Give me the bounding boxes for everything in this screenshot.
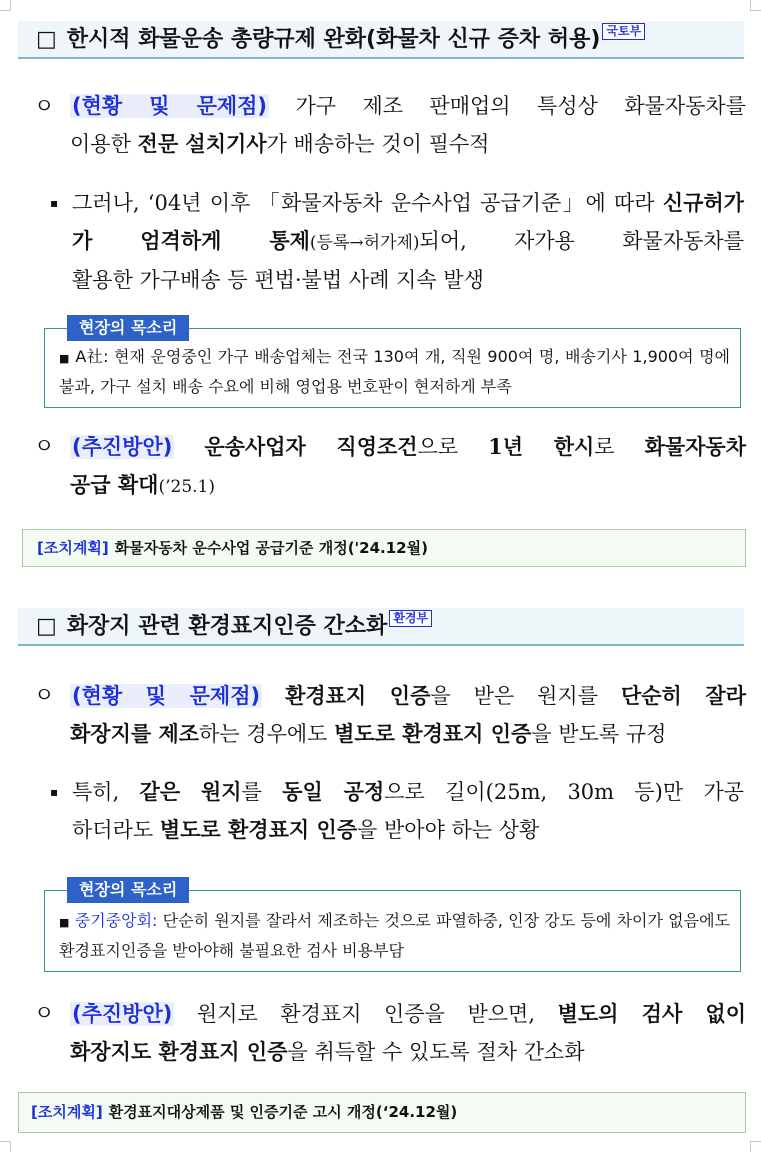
status-paragraph-1 bbox=[34, 88, 746, 163]
plan-text: 로 bbox=[594, 435, 645, 459]
status-text: 을 받은 원지를 bbox=[430, 684, 621, 708]
page-corner-mark bbox=[750, 1141, 761, 1152]
action-plan-text: 화물자동차 운수사업 공급기준 개정('24.12월) bbox=[114, 539, 428, 557]
detail-text-bold: 별도로 환경표지 인증 bbox=[159, 817, 358, 842]
detail-text: 을 받아야 하는 상황 bbox=[357, 818, 540, 842]
page-corner-mark bbox=[0, 1141, 11, 1152]
detail-text: 활용한 가구배송 등 편법·불법 사례 지속 발생 bbox=[72, 268, 484, 292]
detail-paragraph-1 bbox=[50, 184, 745, 299]
section-title-1 bbox=[18, 21, 744, 59]
detail-paragraph-2 bbox=[50, 773, 744, 849]
circle-bullet-icon: ㅇ bbox=[34, 1001, 55, 1025]
detail-text: 를 bbox=[241, 780, 283, 804]
plan-text: 으로 bbox=[417, 435, 489, 459]
voice-source: A社: bbox=[75, 347, 115, 366]
plan-paragraph-2 bbox=[34, 995, 746, 1071]
detail-text-small: (등록→허가제) bbox=[309, 233, 420, 253]
detail-text-bold: 신규허가가 엄격하게 통제 bbox=[72, 190, 744, 253]
plan-text: 원지로 환경표지 인증을 받으면, bbox=[196, 1002, 558, 1026]
voice-text: 현재 운영중인 가구 배송업체는 전국 130여 개, 직원 900여 명, 배송기사 1,900여 명에 불과, 가구 설치 배송 수요에 비해 영업용 번호판이 현저하게 부족 bbox=[59, 347, 730, 396]
circle-bullet-icon: ㅇ bbox=[34, 434, 55, 458]
checkbox-icon: □ bbox=[36, 27, 57, 52]
plan-paragraph-1 bbox=[34, 428, 746, 506]
status-text-bold: 단순히 잘라 bbox=[620, 683, 746, 708]
field-voice-box-2 bbox=[44, 880, 741, 972]
circle-bullet-icon: ㅇ bbox=[34, 683, 55, 707]
action-plan-label: [조치계획] bbox=[31, 1103, 103, 1121]
action-plan-box-1 bbox=[22, 529, 746, 567]
status-text-bold: 전문 설치기사 bbox=[137, 131, 267, 156]
ministry-badge: 국토부 bbox=[602, 23, 645, 40]
ministry-badge: 환경부 bbox=[389, 610, 432, 627]
status-text: 을 받도록 규정 bbox=[531, 722, 667, 746]
section-title-text: 화장지 관련 환경표지인증 간소화 bbox=[66, 614, 388, 639]
detail-text-bold: 동일 공정 bbox=[282, 779, 385, 804]
detail-text: 특히, bbox=[72, 780, 140, 804]
status-label: (현황 및 문제점) bbox=[72, 684, 261, 708]
status-text: 가 배송하는 것이 필수적 bbox=[266, 132, 490, 156]
plan-text: 을 취득할 수 있도록 절차 간소화 bbox=[287, 1040, 585, 1064]
field-voice-label: 현장의 목소리 bbox=[67, 315, 189, 341]
square-bullet-icon: ■ bbox=[59, 352, 70, 365]
detail-text: 되어, 자가용 화물자동차를 bbox=[419, 229, 745, 253]
plan-text-bold: 1년 한시 bbox=[488, 434, 595, 459]
plan-text-bold: 화장지도 환경표지 인증 bbox=[70, 1039, 288, 1064]
section-title-text: 한시적 화물운송 총량규제 완화(화물차 신규 증차 허용) bbox=[66, 27, 601, 52]
field-voice-box-1 bbox=[44, 318, 741, 408]
page-corner-mark bbox=[750, 0, 761, 11]
status-paragraph-2 bbox=[34, 677, 746, 753]
detail-text: 으로 길이(25m, 30m 등)만 가공 bbox=[384, 780, 744, 804]
voice-source: 중기중앙회: bbox=[74, 911, 163, 930]
status-text: 이용한 bbox=[70, 132, 138, 156]
action-plan-label: [조치계획] bbox=[37, 539, 109, 557]
voice-text: 단순히 원지를 잘라서 제조하는 것으로 파열하중, 인장 강도 등에 차이가 없음에도 환경표지인증을 받아야해 불필요한 검사 비용부담 bbox=[59, 911, 730, 960]
status-text-bold: 화장지를 제조 bbox=[70, 721, 200, 746]
detail-text-bold: 같은 원지 bbox=[139, 779, 242, 804]
plan-text-date: (’25.1) bbox=[158, 477, 215, 497]
checkbox-icon: □ bbox=[36, 614, 57, 639]
dot-bullet-icon: ▪ bbox=[50, 196, 59, 210]
section-title-2 bbox=[18, 608, 744, 646]
action-plan-text: 환경표지대상제품 및 인증기준 고시 개정(‘24.12월) bbox=[108, 1103, 458, 1121]
circle-bullet-icon: ㅇ bbox=[34, 94, 55, 118]
plan-text-bold: 화물자동차 bbox=[644, 434, 746, 459]
field-voice-label: 현장의 목소리 bbox=[67, 877, 189, 903]
plan-text-bold: 운송사업자 직영조건 bbox=[204, 434, 418, 459]
dot-bullet-icon: ▪ bbox=[50, 785, 59, 799]
page-corner-mark bbox=[0, 0, 11, 11]
square-bullet-icon: ■ bbox=[59, 916, 70, 929]
status-label: (현황 및 문제점) bbox=[72, 94, 268, 118]
plan-text-bold: 별도의 검사 없이 bbox=[557, 1001, 747, 1026]
status-text-bold: 환경표지 인증 bbox=[285, 683, 431, 708]
action-plan-box-2 bbox=[18, 1092, 746, 1133]
status-text: 가구 제조 판매업의 특성상 화물자동차를 bbox=[295, 94, 746, 118]
status-text-bold: 별도로 환경표지 인증 bbox=[334, 721, 532, 746]
plan-label: (추진방안) bbox=[72, 1002, 173, 1026]
plan-text-bold: 공급 확대 bbox=[70, 472, 159, 497]
plan-label: (추진방안) bbox=[72, 435, 173, 459]
detail-text: 그러나, ‘04년 이후 「화물자동차 운수사업 공급기준」에 따라 bbox=[72, 191, 655, 215]
status-text: 하는 경우에도 bbox=[199, 722, 335, 746]
detail-text: 하더라도 bbox=[72, 818, 160, 842]
